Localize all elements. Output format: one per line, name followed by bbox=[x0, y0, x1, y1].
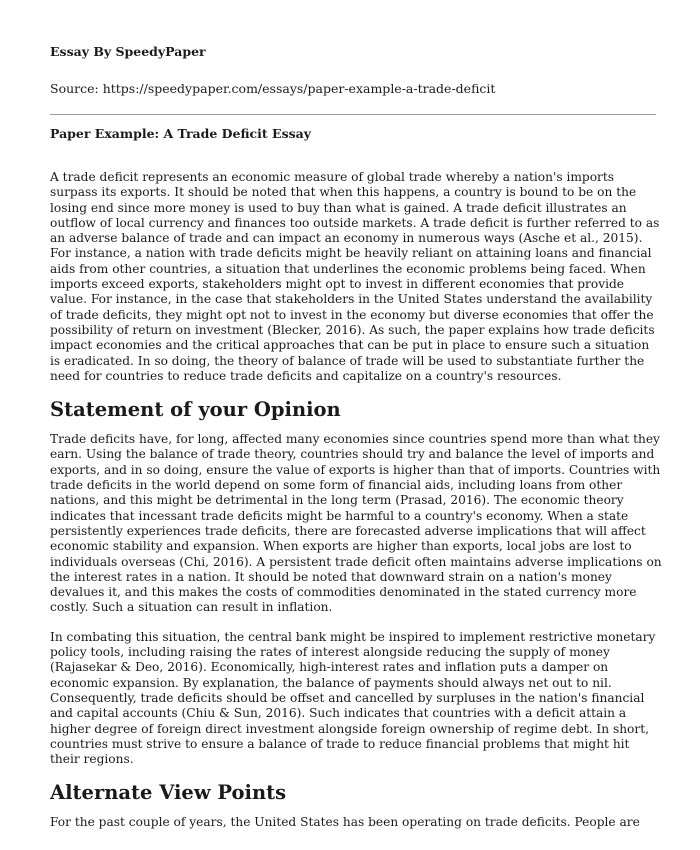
section-heading-alternate: Alternate View Points bbox=[50, 781, 287, 805]
document-body bbox=[50, 170, 662, 845]
source-line: Source: https://speedypaper.com/essays/paper-example-a-trade-deficit bbox=[50, 81, 496, 96]
section-heading-opinion: Statement of your Opinion bbox=[50, 398, 341, 422]
brand-title: Essay By SpeedyPaper bbox=[50, 44, 206, 59]
divider bbox=[50, 114, 656, 115]
intro-paragraph: A trade deficit represents an economic measure of global trade whereby a nation's imports surpass its exports. It should be noted that when this happens, a country is bound to be on the losing end since more money is used to buy than what is gained. A trade deficit illustrates an outflow of local currency and finances too outside markets. A trade deficit is further referred to as an adverse balance of trade and can impact an economy in numerous ways (Asche et al., 2015). For instance, a nation with trade deficits might be heavily reliant on attaining loans and financial aids from other countries, a situation that underlines the economic problems being faced. When imports exceed exports, stakeholders might opt to invest in different economies that provide value. For instance, in the case that stakeholders in the United States understand the availability of trade deficits, they might opt not to invest in the economy but diverse economies that offer the possibility of return on investment (Blecker, 2016). As such, the paper explains how trade deficits impact economies and the critical approaches that can be put in place to ensure such a situation is eradicated. In so doing, the theory of balance of trade will be used to substantiate further the need for countries to reduce trade deficits and capitalize on a country's resources. bbox=[50, 170, 660, 383]
document-title: Paper Example: A Trade Deficit Essay bbox=[50, 126, 312, 141]
alternate-paragraph-1: For the past couple of years, the United States has been operating on trade deficits. People are bbox=[50, 815, 640, 830]
opinion-paragraph-2: In combating this situation, the central bank might be inspired to implement restrictive monetary policy tools, including raising the rates of interest alongside reducing the supply of money (Rajasekar & Deo, 2016). Economically, high-interest rates and inflation puts a damper on economic expansion. By explanation, the balance of payments should always net out to nil. Consequently, trade deficits should be offset and cancelled by surpluses in the nation's financial and capital accounts (Chiu & Sun, 2016). Such indicates that countries with a deficit attain a higher degree of foreign direct investment alongside foreign ownership of regime debt. In short, countries must strive to ensure a balance of trade to reduce financial problems that might hit their regions. bbox=[50, 629, 656, 767]
document-header bbox=[50, 44, 656, 142]
opinion-paragraph-1: Trade deficits have, for long, affected many economies since countries spend more than what they earn. Using the balance of trade theory, countries should try and balance the level of imports and exports, and in so doing, ensure the value of exports is higher than that of imports. Countries with trade deficits in the world depend on some form of financial aids, including loans from other nations, and this might be detrimental in the long term (Prasad, 2016). The economic theory indicates that incessant trade deficits might be harmful to a country's economy. When a state persistently experiences trade deficits, there are forecasted adverse implications that will affect economic stability and expansion. When exports are higher than exports, local jobs are lost to individuals overseas (Chi, 2016). A persistent trade deficit often maintains adverse implications on the interest rates in a nation. It should be noted that downward strain on a nation's money devalues it, and this makes the costs of commodities denominated in the stated currency more costly. Such a situation can result in inflation. bbox=[50, 432, 662, 615]
